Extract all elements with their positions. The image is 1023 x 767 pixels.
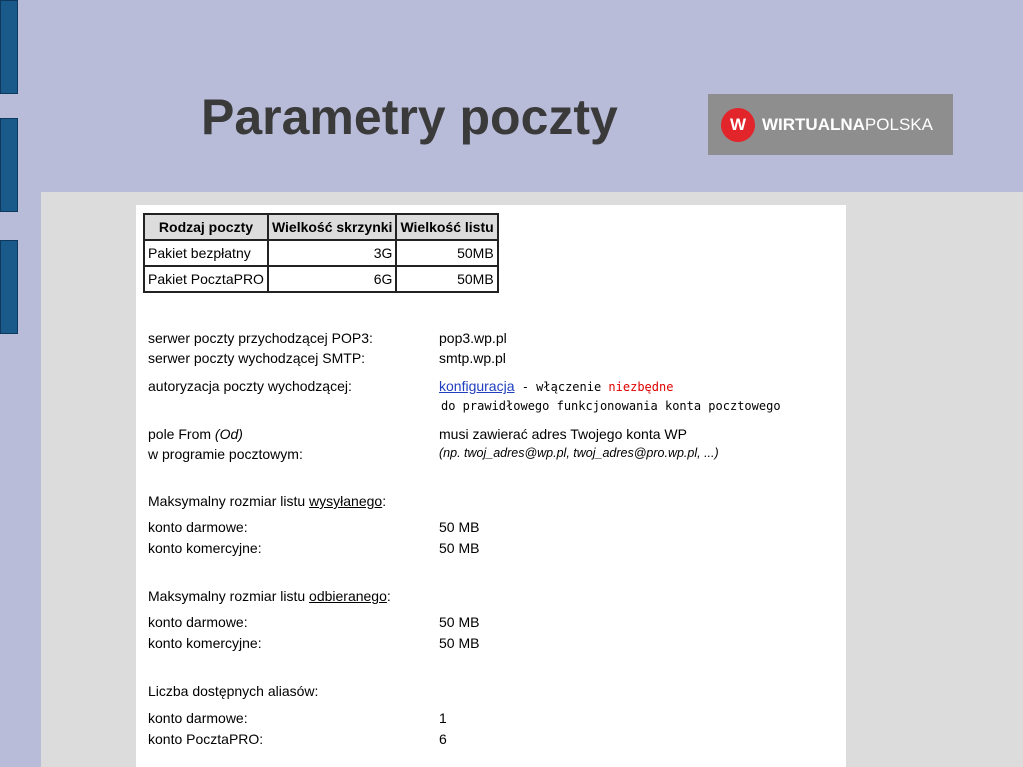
logo-text: WIRTUALNAPOLSKA <box>762 114 933 134</box>
slide-title: Parametry poczty <box>201 89 618 145</box>
mail-table <box>143 213 499 293</box>
received-commercial-label: konto komercyjne: <box>148 635 262 651</box>
from-label2: w programie pocztowym: <box>148 446 303 462</box>
required-text: niezbędne <box>608 380 674 394</box>
table-header-row <box>144 214 498 240</box>
from-value: musi zawierać adres Twojego konta WP <box>439 426 687 442</box>
wp-logo <box>708 94 953 155</box>
sent-heading: Maksymalny rozmiar listu wysyłanego: <box>148 493 387 509</box>
table-header: Rodzaj poczty <box>144 214 268 240</box>
smtp-value: smtp.wp.pl <box>439 350 506 366</box>
table-row <box>144 266 498 292</box>
pop3-label: serwer poczty przychodzącej POP3: <box>148 330 373 346</box>
from-label: pole From (Od) <box>148 426 243 442</box>
table-header: Wielkość listu <box>396 214 497 240</box>
auth-label: autoryzacja poczty wychodzącej: <box>148 378 352 394</box>
aliases-free-value: 1 <box>439 710 447 726</box>
table-cell: Pakiet PocztaPRO <box>144 266 268 292</box>
configuration-link[interactable]: konfiguracja <box>439 378 515 394</box>
aliases-heading: Liczba dostępnych aliasów: <box>148 683 319 699</box>
wp-logo-icon: W <box>721 108 755 142</box>
sent-commercial-label: konto komercyjne: <box>148 540 262 556</box>
sent-commercial-value: 50 MB <box>439 540 480 556</box>
side-tab <box>0 0 18 94</box>
auth-line2: do prawidłowego funkcjonowania konta pocztowego <box>441 399 781 413</box>
table-cell: Pakiet bezpłatny <box>144 240 268 266</box>
aliases-pro-value: 6 <box>439 731 447 747</box>
aliases-free-label: konto darmowe: <box>148 710 248 726</box>
from-example: (np. twoj_adres@wp.pl, twoj_adres@pro.wp.pl, ...) <box>439 446 719 460</box>
received-free-label: konto darmowe: <box>148 614 248 630</box>
auth-line: konfiguracja - włączenie niezbędne <box>439 378 674 394</box>
sent-free-label: konto darmowe: <box>148 519 248 535</box>
aliases-pro-label: konto PocztaPRO: <box>148 731 264 747</box>
pop3-value: pop3.wp.pl <box>439 330 507 346</box>
smtp-label: serwer poczty wychodzącej SMTP: <box>148 350 366 366</box>
side-tab <box>0 118 18 212</box>
table-cell: 50MB <box>396 240 497 266</box>
table-cell: 6G <box>268 266 397 292</box>
table-row <box>144 240 498 266</box>
received-commercial-value: 50 MB <box>439 635 480 651</box>
side-tab <box>0 240 18 334</box>
received-heading: Maksymalny rozmiar listu odbieranego: <box>148 588 391 604</box>
table-cell: 3G <box>268 240 397 266</box>
received-free-value: 50 MB <box>439 614 480 630</box>
table-header: Wielkość skrzynki <box>268 214 397 240</box>
table-cell: 50MB <box>396 266 497 292</box>
sent-free-value: 50 MB <box>439 519 480 535</box>
